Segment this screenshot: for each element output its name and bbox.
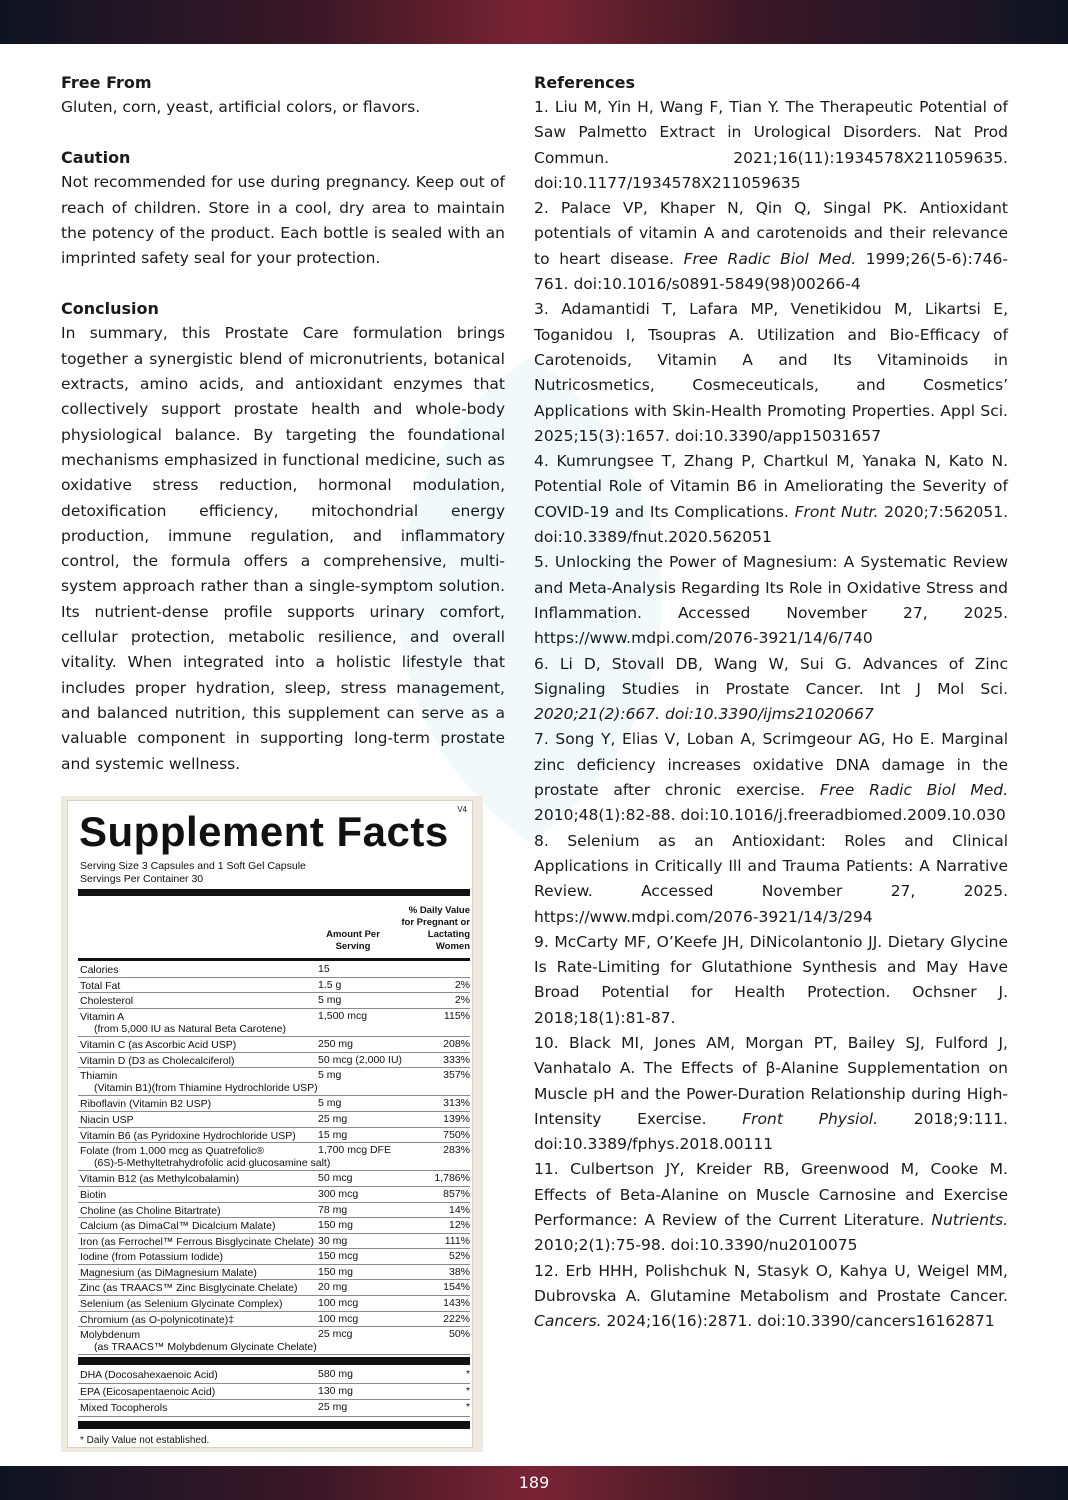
- nutrient-daily-value: 208%: [443, 1037, 470, 1050]
- nutrient-name: Vitamin C (as Ascorbic Acid USP): [80, 1038, 237, 1051]
- nutrient-name: Calcium (as DimaCal™ Dicalcium Malate): [80, 1220, 276, 1233]
- nutrient-row: [78, 1068, 470, 1096]
- daily-value-header: % Daily Value for Pregnant or Lactating Women: [401, 905, 470, 952]
- nutrient-daily-value: 38%: [448, 1265, 470, 1278]
- nutrient-row: [78, 1367, 470, 1384]
- nutrient-amount: 25 mcg: [318, 1328, 353, 1341]
- nutrient-row: [78, 1296, 470, 1312]
- nutrient-daily-value: 139%: [443, 1112, 470, 1125]
- nutrient-daily-value: 52%: [448, 1250, 470, 1263]
- nutrient-daily-value: 154%: [443, 1281, 470, 1294]
- free-from-title: Free From: [61, 73, 152, 92]
- reference-text: 4. Kumrungsee T, Zhang P, Chartkul M, Yanaka N, Kato N. Potential Role of Vitamin B6 in Ameliorating the Severity of COVID-19 and Its Complications.: [534, 452, 1008, 521]
- nutrient-row: [78, 1187, 470, 1203]
- left-column: [61, 70, 505, 802]
- reference-text: 3. Adamantidi T, Lafara MP, Venetikidou M, Likartsi E, Toganidou I, Tsoupras A. Utilization and Bio-Efficacy of Carotenoids, Vitamin A and Its Vitaminoids in Nutricosmetics, Cosmeceuticals, and Cosmetics’ Applications with Skin-Health Promoting Properties. Appl Sci. 2025;15(3):1657. doi:10.3390/app15031657: [534, 300, 1008, 445]
- nutrient-amount: 5 mg: [318, 1097, 342, 1110]
- nutrient-amount: 50 mcg (2,000 IU): [318, 1053, 403, 1066]
- nutrient-amount: 150 mcg: [318, 1250, 359, 1263]
- nutrient-daily-value: 357%: [443, 1069, 470, 1082]
- nutrient-daily-value: 2%: [454, 994, 470, 1007]
- nutrient-amount: 300 mcg: [318, 1187, 359, 1200]
- nutrient-rows: [78, 962, 470, 1355]
- reference-journal: Free Radic Biol Med.: [683, 249, 857, 268]
- nutrient-row: [78, 1128, 470, 1144]
- nutrient-daily-value: 313%: [443, 1097, 470, 1110]
- nutrient-daily-value: 1,786%: [434, 1172, 470, 1185]
- references-list: [534, 95, 1008, 1335]
- nutrient-amount: 25 mg: [318, 1112, 348, 1125]
- header-bar: [0, 0, 1068, 44]
- reference-text: 6. Li D, Stovall DB, Wang W, Sui G. Advances of Zinc Signaling Studies in Prostate Cancer. Int J Mol Sci.: [534, 654, 1008, 698]
- footer-bar: [0, 1466, 1068, 1500]
- nutrient-row: [78, 1053, 470, 1069]
- supplement-facts-panel: [61, 796, 483, 1452]
- servings-per-container: Servings Per Container 30: [80, 873, 204, 885]
- nutrient-name: Vitamin D (D3 as Cholecalciferol): [80, 1054, 235, 1067]
- nutrient-daily-value: 50%: [448, 1328, 470, 1341]
- nutrient-row: [78, 1218, 470, 1234]
- nutrient-row: [78, 1171, 470, 1187]
- reference-item: [534, 1157, 1008, 1258]
- nutrient-row: [78, 1234, 470, 1250]
- nutrient-amount: 15 mg: [318, 1128, 348, 1141]
- nutrient-name: EPA (Eicosapentaenoic Acid): [80, 1385, 216, 1398]
- reference-item: [534, 727, 1008, 828]
- nutrient-name: Selenium (as Selenium Glycinate Complex): [80, 1298, 283, 1311]
- nutrient-amount: 5 mg: [318, 1069, 342, 1082]
- nutrient-row: [78, 1384, 470, 1401]
- nutrient-row: [78, 1143, 470, 1171]
- nutrient-amount: 30 mg: [318, 1234, 348, 1247]
- reference-journal: Front Nutr.: [794, 502, 879, 521]
- reference-text: 8. Selenium as an Antioxidant: Roles and Clinical Applications in Critically Ill and Trauma Patients: A Narrative Review. Accessed November 27, 2025. https://www.mdpi.com/2076-3921/14/3/294: [534, 831, 1008, 926]
- nutrient-name: Folate (from 1,000 mcg as Quatrefolic®: [80, 1145, 264, 1158]
- nutrient-name: Iron (as Ferrochel™ Ferrous Bisglycinate Chelate): [80, 1235, 315, 1248]
- supplement-facts-title: Supplement Facts: [79, 808, 449, 855]
- nutrient-daily-value: *: [465, 1401, 470, 1413]
- nutrient-row: [78, 978, 470, 994]
- bottom-rule: [78, 1421, 470, 1429]
- nutrient-daily-value: 111%: [444, 1234, 470, 1247]
- nutrient-name: Choline (as Choline Bitartrate): [80, 1204, 221, 1217]
- nutrient-source: (as TRAACS™ Molybdenum Glycinate Chelate): [94, 1341, 317, 1354]
- reference-citation: 2010;2(1):75-98. doi:10.3390/nu2010075: [534, 1236, 858, 1255]
- nutrient-row: [78, 1312, 470, 1328]
- reference-citation: 2024;16(16):2871. doi:10.3390/cancers16162871: [601, 1312, 995, 1331]
- nutrient-name: Calories: [80, 964, 119, 976]
- serving-size: Serving Size 3 Capsules and 1 Soft Gel Capsule: [80, 860, 306, 872]
- nutrient-name: DHA (Docosahexaenoic Acid): [80, 1369, 218, 1381]
- reference-citation: 1999;26(5-6):746-761. doi:10.1016/s0891-5849(98)00266-4: [534, 249, 1008, 294]
- nutrient-amount: 15: [318, 963, 330, 975]
- nutrient-name: Riboflavin (Vitamin B2 USP): [80, 1098, 212, 1111]
- nutrient-name: Cholesterol: [80, 995, 134, 1008]
- oil-rows: [78, 1367, 470, 1417]
- reference-item: [534, 652, 1008, 728]
- reference-journal: Cancers.: [534, 1312, 602, 1331]
- thick-rule: [78, 889, 470, 896]
- supplement-facts-label: [67, 800, 473, 1448]
- nutrient-name: Total Fat: [80, 979, 121, 992]
- reference-text: 2. Palace VP, Khaper N, Qin Q, Singal PK. Antioxidant potentials of vitamin A and carotenoids and their relevance to heart disease.: [534, 199, 1008, 268]
- reference-item: [534, 1259, 1008, 1335]
- serving-info: [80, 860, 306, 886]
- nutrient-row: [78, 1096, 470, 1112]
- facts-header: [78, 899, 470, 957]
- nutrient-row: [78, 1009, 470, 1037]
- reference-journal: Nutrients.: [931, 1211, 1008, 1230]
- page-number: 189: [518, 1473, 550, 1492]
- reference-item: [534, 196, 1008, 297]
- nutrient-amount: 1.5 g: [318, 978, 342, 991]
- reference-text: 10. Black MI, Jones AM, Morgan PT, Bailey SJ, Fulford J, Vanhatalo A. The Effects of β-Alanine Supplementation on Muscle pH and the Power-Duration Relationship during High-Intensity Exercise.: [534, 1033, 1008, 1128]
- version-label: V4: [457, 805, 467, 814]
- nutrient-daily-value: 750%: [443, 1128, 470, 1141]
- reference-item: [534, 829, 1008, 930]
- nutrient-name: Mixed Tocopherols: [80, 1402, 168, 1414]
- nutrient-row: [78, 1265, 470, 1281]
- nutrient-source: (from 5,000 IU as Natural Beta Carotene): [94, 1022, 287, 1035]
- reference-item: [534, 449, 1008, 550]
- reference-journal: Front Physiol.: [742, 1109, 879, 1128]
- nutrient-amount: 20 mg: [318, 1281, 348, 1294]
- reference-citation: 2010;48(1):82-88. doi:10.1016/j.freeradbiomed.2009.10.030: [534, 806, 1006, 825]
- nutrient-amount: 250 mg: [318, 1037, 354, 1050]
- nutrient-amount: 130 mg: [318, 1384, 354, 1397]
- nutrient-amount: 580 mg: [318, 1368, 354, 1380]
- nutrient-daily-value: 333%: [443, 1053, 470, 1066]
- conclusion-text: In summary, this Prostate Care formulation brings together a synergistic blend of micronutrients, botanical extracts, amino acids, and antioxidant enzymes that collectively support prostate health and whole-body physiological balance. By targeting the foundational mechanisms emphasized in functional medicine, such as oxidative stress reduction, hormonal modulation, detoxification efficiency, mitochondrial energy production, immune regulation, and inflammatory control, the formula offers a comprehensive, multi-system approach rather than a single-symptom solution. Its nutrient-dense profile supports urinary comfort, cellular protection, metabolic resilience, and overall vitality. When integrated into a holistic lifestyle that includes proper hydration, sleep, stress management, and balanced nutrition, this supplement can serve as a valuable component in supporting long-term prostate and systemic wellness.: [61, 324, 505, 773]
- nutrient-amount: 78 mg: [318, 1203, 348, 1216]
- nutrient-row: [78, 1280, 470, 1296]
- header-rule: [78, 958, 470, 961]
- reference-text: 11. Culbertson JY, Kreider RB, Greenwood M, Cooke M. Effects of Beta-Alanine on Muscle Carnosine and Exercise Performance: A Review of the Current Literature.: [534, 1160, 1008, 1230]
- nutrient-daily-value: 222%: [443, 1312, 470, 1325]
- nutrient-row: [78, 1037, 470, 1053]
- nutrient-name: Molybdenum: [80, 1329, 141, 1342]
- nutrient-name: Magnesium (as DiMagnesium Malate): [80, 1266, 257, 1279]
- nutrient-row: [78, 1203, 470, 1219]
- nutrient-amount: 100 mcg: [318, 1297, 359, 1310]
- reference-citation: 2020;7:562051. doi:10.3389/fnut.2020.562051: [534, 502, 1008, 547]
- reference-journal: 2020;21(2):667. doi:10.3390/ijms21020667: [534, 705, 874, 724]
- references-title: References: [534, 73, 635, 92]
- nutrient-row: [78, 1400, 470, 1417]
- nutrient-daily-value: *: [465, 1384, 470, 1397]
- nutrient-daily-value: 14%: [448, 1203, 470, 1216]
- reference-citation: 2018;9:111. doi:10.3389/fphys.2018.00111: [534, 1109, 1008, 1154]
- nutrient-row: [78, 962, 470, 978]
- nutrient-name: Biotin: [80, 1188, 107, 1201]
- section-rule: [78, 1357, 470, 1365]
- reference-journal: Free Radic Biol Med.: [819, 781, 1009, 800]
- nutrient-name: Iodine (from Potassium Iodide): [80, 1251, 223, 1264]
- nutrient-daily-value: 12%: [448, 1219, 470, 1232]
- nutrient-row: [78, 1327, 470, 1355]
- nutrient-row: [78, 993, 470, 1009]
- caution-title: Caution: [61, 148, 131, 168]
- reference-text: 5. Unlocking the Power of Magnesium: A Systematic Review and Meta-Analysis Regarding Its Role in Oxidative Stress and Inflammation. Accessed November 27, 2025. https://www.mdpi.com/2076-3921/14/6/740: [534, 553, 1008, 648]
- nutrient-name: Vitamin B12 (as Methylcobalamin): [80, 1173, 240, 1186]
- caution-text: Not recommended for use during pregnancy. Keep out of reach of children. Store in a cool, dry area to maintain the potency of the product. Each bottle is sealed with an imprinted safety seal for your protection.: [61, 173, 505, 268]
- nutrient-amount: 50 mcg: [318, 1172, 353, 1185]
- reference-item: [534, 95, 1008, 196]
- reference-text: 12. Erb HHH, Polishchuk N, Stasyk O, Kahya U, Weigel MM, Dubrovska A. Glutamine Metabolism and Prostate Cancer.: [534, 1261, 1008, 1305]
- reference-item: [534, 550, 1008, 651]
- nutrient-amount: 5 mg: [318, 994, 342, 1007]
- nutrient-daily-value: 857%: [443, 1187, 470, 1200]
- reference-text: 9. McCarty MF, O’Keefe JH, DiNicolantonio JJ. Dietary Glycine Is Rate-Limiting for Glutathione Synthesis and May Have Broad Potential for Health Protection. Ochsner J. 2018;18(1):81-87.: [534, 932, 1008, 1027]
- conclusion-title: Conclusion: [61, 299, 159, 319]
- nutrient-name: Thiamin: [80, 1070, 118, 1083]
- nutrient-daily-value: 115%: [443, 1009, 470, 1022]
- nutrient-daily-value: *: [465, 1368, 470, 1380]
- nutrient-source: (6S)-5-Methyltetrahydrofolic acid glucosamine salt): [94, 1157, 331, 1170]
- nutrient-name: Vitamin B6 (as Pyridoxine Hydrochloride USP): [80, 1129, 296, 1142]
- nutrient-amount: 100 mcg: [318, 1312, 359, 1325]
- reference-text: 7. Song Y, Elias V, Loban A, Scrimgeour AG, Ho E. Marginal zinc deficiency increases oxidative DNA damage in the prostate after chronic exercise.: [534, 730, 1008, 800]
- nutrient-row: [78, 1249, 470, 1265]
- nutrient-name: Vitamin A: [80, 1010, 125, 1023]
- reference-item: [534, 930, 1008, 1031]
- references-column: [534, 70, 1008, 1335]
- nutrient-name: Chromium (as O-polynicotinate)‡: [80, 1313, 235, 1326]
- nutrient-daily-value: 143%: [443, 1297, 470, 1310]
- amount-header: Amount Per Serving: [326, 929, 380, 952]
- nutrient-name: Zinc (as TRAACS™ Zinc Bisglycinate Chelate): [80, 1282, 298, 1295]
- nutrient-amount: 1,500 mcg: [318, 1009, 368, 1022]
- nutrient-name: Niacin USP: [80, 1113, 134, 1126]
- nutrient-source: (Vitamin B1)(from Thiamine Hydrochloride USP): [94, 1082, 318, 1095]
- footnote: * Daily Value not established.: [80, 1435, 210, 1446]
- nutrient-amount: 150 mg: [318, 1265, 354, 1278]
- nutrient-row: [78, 1112, 470, 1128]
- nutrient-daily-value: 283%: [443, 1144, 470, 1157]
- nutrient-amount: 150 mg: [318, 1219, 354, 1232]
- nutrient-amount: 25 mg: [318, 1401, 348, 1413]
- nutrient-amount: 1,700 mcg DFE: [318, 1144, 391, 1157]
- reference-item: [534, 1031, 1008, 1157]
- reference-item: [534, 297, 1008, 449]
- free-from-text: Gluten, corn, yeast, artificial colors, or flavors.: [61, 98, 421, 116]
- reference-text: 1. Liu M, Yin H, Wang F, Tian Y. The Therapeutic Potential of Saw Palmetto Extract in Urological Disorders. Nat Prod Commun. 2021;16(11):1934578X211059635. doi:10.1177/1934578X211059635: [534, 98, 1008, 192]
- nutrient-daily-value: 2%: [454, 978, 470, 991]
